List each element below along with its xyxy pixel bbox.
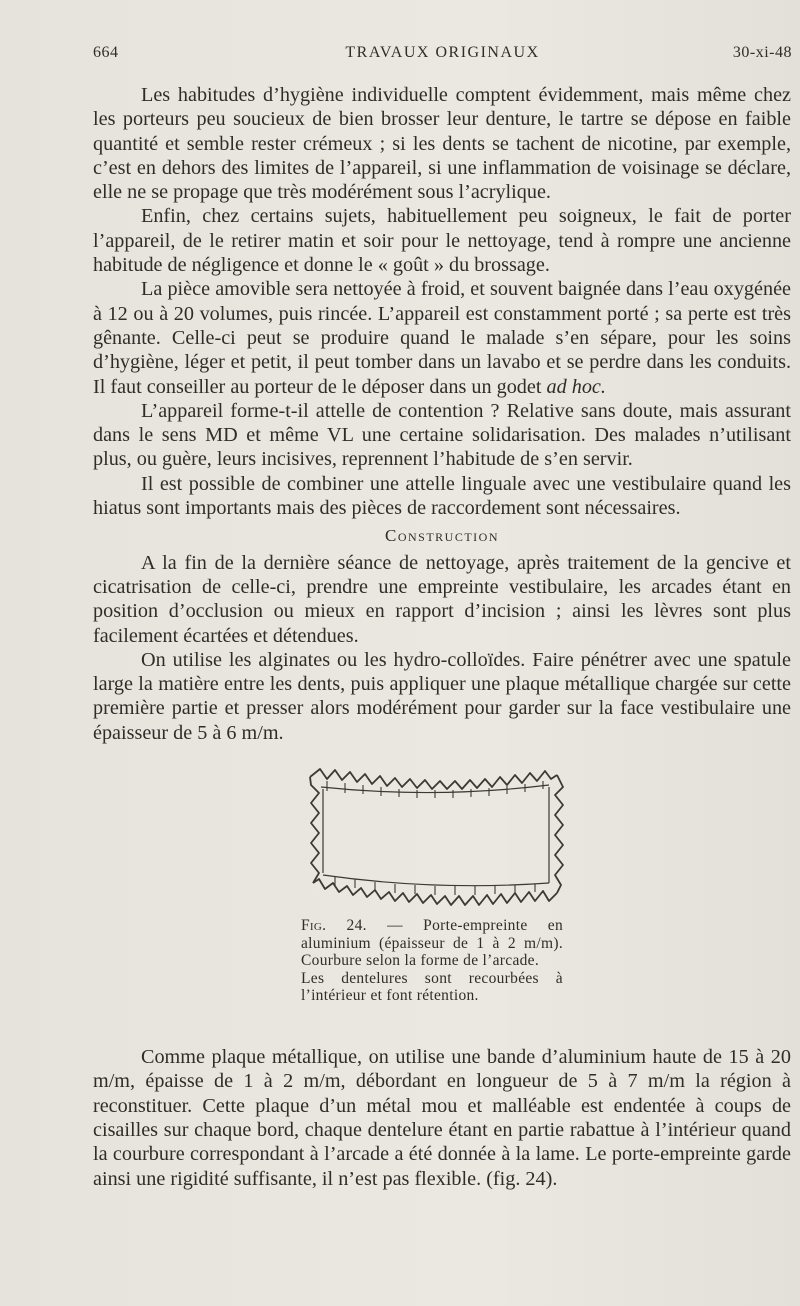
section-heading: Construction	[384, 526, 499, 546]
paragraph: On utilise les alginates ou les hydro-colloïdes. Faire pénétrer avec une spatule large la matière entre les dents, puis appliquer une plaque métallique chargée sur cette première partie et presser alors modérément pour garder sur la face vestibulaire une épaisseur de 5 à 6 m/m.	[93, 648, 791, 744]
body-text	[93, 83, 791, 1191]
header-date: 30-xi-48	[732, 44, 792, 61]
caption-text	[301, 917, 563, 970]
figure-caption	[301, 917, 563, 1005]
paragraph: Enfin, chez certains sujets, habituellement peu soigneux, le fait de porter l’appareil, de le retirer matin et soir pour le nettoyage, tend à rompre une ancienne habitude de négligence et donne le « goût » du brossage.	[93, 205, 791, 277]
page-header	[93, 44, 792, 64]
caption-note: Les dentelures sont recourbées à l’intérieur et font rétention.	[301, 969, 563, 1005]
caption-description: — Porte-empreinte en aluminium (épaisseur de 1 à 2 m/m). Courbure selon la forme de l’arcade.	[301, 917, 563, 970]
body-text-continued	[93, 1045, 791, 1191]
top-serrated-edge	[310, 769, 557, 789]
inner-bottom-contour	[323, 875, 549, 886]
right-serrated-edge	[555, 775, 563, 893]
running-title: TRAVAUX ORIGINAUX	[345, 44, 540, 61]
left-serrated-edge	[310, 777, 319, 883]
paragraph-text: La pièce amovible sera nettoyée à froid, et souvent baignée dans l’eau oxygénée à 12 ou à 20 volumes, puis rincée. L’appareil est constamment porté ; sa perte est très gênante. Celle-ci peut se produire quand le malade s’en sépare, pour les soins d’hygiène, léger et petit, il peut tomber dans un lavabo et se perdre dans les conduits. Il faut conseiller au porteur de le déposer dans un godet	[93, 278, 791, 398]
paragraph	[93, 277, 791, 398]
tray-illustration	[305, 765, 567, 915]
page-number: 664	[93, 44, 119, 61]
figure-24	[93, 745, 791, 1045]
tooth-hatching	[327, 781, 543, 895]
paragraph: L’appareil forme-t-il attelle de contention ? Relative sans doute, mais assurant dans le sens MD et même VL une certaine solidarisation. Des malades n’utilisant plus, ou guère, leurs incisives, reprennent l’habitude de s’en servir.	[93, 399, 791, 471]
paragraph: Comme plaque métallique, on utilise une bande d’aluminium haute de 15 à 20 m/m, épaisse de 1 à 2 m/m, débordant en longueur de 5 à 7 m/m la région à reconstituer. Cette plaque d’un métal mou et malléable est endentée à coups de cisailles sur chaque bord, chaque dentelure étant en partie rabattue à l’intérieur quand la courbure correspondant à l’arcade a été donnée à la lame. Le porte-empreinte garde ainsi une rigidité suffisante, il n’est pas flexible. (fig. 24).	[93, 1046, 791, 1190]
paragraph: Il est possible de combiner une attelle linguale avec une vestibulaire quand les hiatus sont importants mais des pièces de raccordement sont nécessaires.	[93, 472, 791, 520]
paragraph: Les habitudes d’hygiène individuelle comptent évidemment, mais même chez les porteurs peu soucieux de bien brosser leur denture, le tartre se dépose en faible quantité et semble rester crémeux ; si les dents se tachent de nicotine, par exemple, c’est en dehors des limites de l’appareil, si une inflammation de voisinage se déclare, elle ne se propage que très modérément sous l’acrylique.	[93, 84, 791, 204]
figure-label: Fig. 24.	[301, 917, 367, 935]
paragraph: A la fin de la dernière séance de nettoyage, après traitement de la gencive et cicatrisation de celle-ci, prendre une empreinte vestibulaire, les arcades étant en position d’occlusion ou mieux en rapport d’incision ; ainsi les lèvres sont plus facilement écartées et détendues.	[93, 551, 791, 647]
italic-text: ad hoc.	[546, 375, 606, 398]
